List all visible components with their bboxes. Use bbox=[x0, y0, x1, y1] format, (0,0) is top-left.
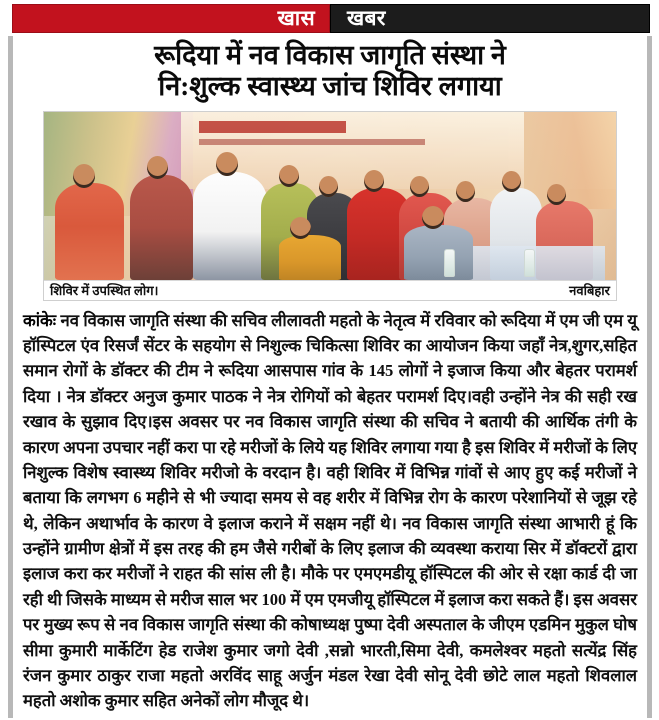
photo-person-head bbox=[410, 176, 429, 197]
masthead-khas-label: खास bbox=[277, 6, 315, 30]
photo-person bbox=[130, 175, 193, 280]
masthead-khabar-block bbox=[330, 4, 650, 33]
photo-person-head bbox=[147, 156, 168, 179]
photo-bottle bbox=[524, 249, 535, 277]
photo-person-head bbox=[502, 171, 521, 192]
photo-seated-doctor-head bbox=[422, 206, 444, 229]
photo-crowd bbox=[44, 149, 616, 280]
article-photo bbox=[44, 112, 616, 280]
headline-line-1: रूदिया में नव विकास जागृति संस्था ने bbox=[154, 40, 506, 70]
article-dateline: कांकेः bbox=[23, 310, 57, 330]
article-headline bbox=[21, 40, 639, 103]
headline-line-2: नि:शुल्क स्वास्थ्य जांच शिविर लगाया bbox=[158, 71, 502, 102]
article-photo-block bbox=[43, 111, 617, 301]
photo-credit: नवबिहार bbox=[569, 283, 610, 299]
photo-caption-text: शिविर में उपस्थित लोग। bbox=[50, 283, 159, 299]
article-body bbox=[23, 308, 637, 714]
photo-person-head bbox=[216, 152, 238, 176]
photo-seated-woman bbox=[279, 235, 342, 280]
photo-seated-doctor bbox=[404, 225, 473, 280]
photo-person bbox=[55, 183, 124, 280]
article-body-text: नव विकास जागृति संस्था की सचिव लीलावती महतो के नेतृत्व में रविवार को रूदिया में एम जी एम यू हॉस्पिटल एंव रिसर्जं सेंटर के सहयोग से निशुल्क चिकित्सा शिविर का आयोजन किया जहाँ नेत्र,शुगर,सहित समान रोगों के डॉक्टर की टीम ने रूदिया आसपास गांव के 145 लोगों ने इजाज किया और बेहतर परामर्श दिया । नेत्र डॉक्टर अनुज कुमार पाठक ने नेत्र रोगियों को बेहतर परामर्श दिए।वही उन्होंने नेत्र की सही रख रखाव के सुझाव दिए।इस अवसर पर नव विकास जागृति संस्था की सचिव ने बतायी की आर्थिक तंगी के कारण अपना उपचार नहीं करा पा रहे मरीजों के लिये यह शिविर लगाया गया है इस शिविर में मरीजों के लिए निशुल्क विशेष स्वास्थ्य शिविर मरीजो के वरदान है। वही शिविर में विभिन्न गांवों से आए हुए कई मरीजों ने बताया कि लगभग 6 महीने से भी ज्यादा समय से वह शरीर में विभिन्न रोग के कारण परेशानियों से जूझ रहे थे, लेकिन अथार्भाव के कारण वे इलाज कराने में सक्षम नहीं थे। नव विकास जागृति संस्था आभारी हूं कि उन्होंने ग्रामीण क्षेत्रों में इस तरह की हम जैसे गरीबों के लिए इलाज की व्यवस्था कराया सिर में डॉक्टरों द्वारा इलाज करा कर मरीजों ने राहत की सांस ली है। मौके पर एमएमडीयू हॉस्पिटल की ओर से रक्षा कार्ड दी जा रही थी जिसके माध्यम से मरीज साल भर 100 में एम एमजीयू हॉस्पिटल में इलाज करा सकते हैं। इस अवसर पर मुख्य रूप से नव विकास जागृति संस्था की कोषाध्यक्ष पुष्पा देवी अस्पताल के जीएम एडमिन मुकुल घोष सीमा कुमारी मार्केटिंग हेड राजेश कुमार जगो देवी ,सन्नो भारती,सिमा देवी, कमलेश्वर महतो सत्येंद्र सिंह रंजन कुमार ठाकुर राजा महतो अरविंद साहू अर्जुन मंडल रेखा देवी सोनू देवी छोटे लाल महतो शिवलाल महतो अशोक कुमार सहित अनेकों लोग मौजूद थे। bbox=[23, 310, 637, 711]
masthead-khas-block bbox=[12, 4, 330, 33]
article-frame bbox=[8, 36, 652, 718]
photo-seated-woman-head bbox=[290, 217, 311, 239]
article-inner bbox=[13, 36, 647, 718]
masthead-band bbox=[12, 4, 650, 33]
photo-person bbox=[193, 172, 267, 279]
photo-bottle bbox=[444, 249, 455, 277]
photo-person-head bbox=[456, 181, 475, 202]
photo-person-head bbox=[279, 165, 299, 187]
masthead-khabar-label: खबर bbox=[347, 6, 386, 30]
photo-person-head bbox=[319, 176, 338, 197]
photo-person-head bbox=[73, 164, 95, 188]
photo-caption-bar bbox=[44, 280, 616, 300]
